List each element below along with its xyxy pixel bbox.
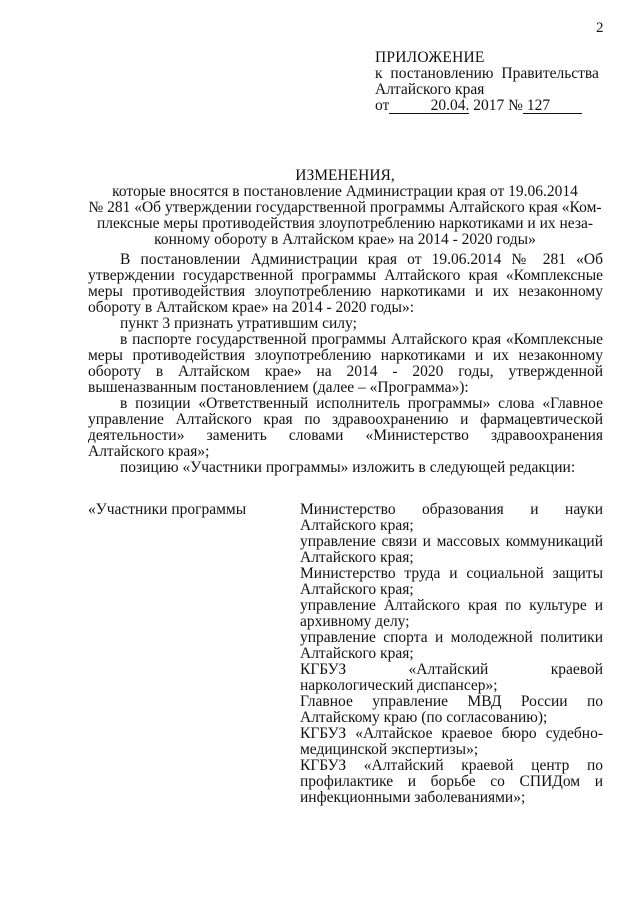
document-heading [80,168,610,248]
appendix-block [375,50,599,114]
appendix-date-row [375,98,599,114]
paragraph: пункт 3 признать утратившим силу; [120,315,357,332]
appendix-line-1: к постановлению Правительства [375,65,599,82]
paragraph: в паспорте государственной программы Алтайского края «Комплексные меры противодействия злоупотреблению наркотиками и их незаконному обороту в Алтайском крае» на 2014 - 2020 годы, утвержденной вышеназванным постановлением (далее – «Программа»): [88,331,603,396]
page-number: 2 [596,20,604,36]
paragraph: в позиции «Ответственный исполнитель программы» слова «Главное управление Алтайского края по здравоохранению и фармацевтической деятельности» заменить словами «Министерство здравоохранения Алтайского края»; [88,395,603,460]
from-label: от [375,97,390,114]
participant-item: управление спорта и молодежной политики Алтайского края; [300,629,603,662]
document-body [88,252,603,476]
heading-line: плексные меры противодействия злоупотреблению наркотиками и их неза- [96,215,594,232]
participant-item: КГБУЗ «Алтайское краевое бюро судебно-медицинской экспертизы»; [300,725,603,758]
participant-item: Главное управление МВД России по Алтайскому краю (по согласованию); [300,693,603,726]
paragraph: В постановлении Администрации края от 19.06.2014 № 281 «Об утверждении государственной программы Алтайского края «Комплексные меры противодействия злоупотреблению наркотиками и их незаконному обороту в Алтайском крае» на 2014 - 2020 годы»: [88,251,603,316]
participants-label: «Участники программы [88,501,247,518]
heading-title: ИЗМЕНЕНИЯ, [295,167,395,184]
participant-item: управление Алтайского края по культуре и архивному делу; [300,597,603,630]
participants-list [300,502,603,806]
participant-item: Министерство образования и науки Алтайского края; [300,501,603,534]
appendix-number: 127 [523,99,582,114]
heading-line: № 281 «Об утверждении государственной программы Алтайского края «Ком- [88,199,602,216]
paragraph: позицию «Участники программы» изложить в следующей редакции: [120,459,576,476]
appendix-date: 20.04. [389,99,469,114]
heading-line: конному обороту в Алтайском крае» на 2014 - 2020 годы» [154,231,536,248]
number-sign: № [508,97,523,114]
appendix-year: 2017 [473,97,505,114]
participant-item: КГБУЗ «Алтайский краевой наркологический диспансер»; [300,661,603,694]
participant-item: КГБУЗ «Алтайский краевой центр по профилактике и борьбе со СПИДом и инфекционными заболеваниями»; [300,757,603,806]
appendix-title: ПРИЛОЖЕНИЕ [375,49,485,66]
appendix-line-2: Алтайского края [375,81,485,98]
heading-line: которые вносятся в постановление Администрации края от 19.06.2014 [112,183,578,200]
participant-item: Министерство труда и социальной защиты Алтайского края; [300,565,603,598]
participant-item: управление связи и массовых коммуникаций Алтайского края; [300,533,603,566]
